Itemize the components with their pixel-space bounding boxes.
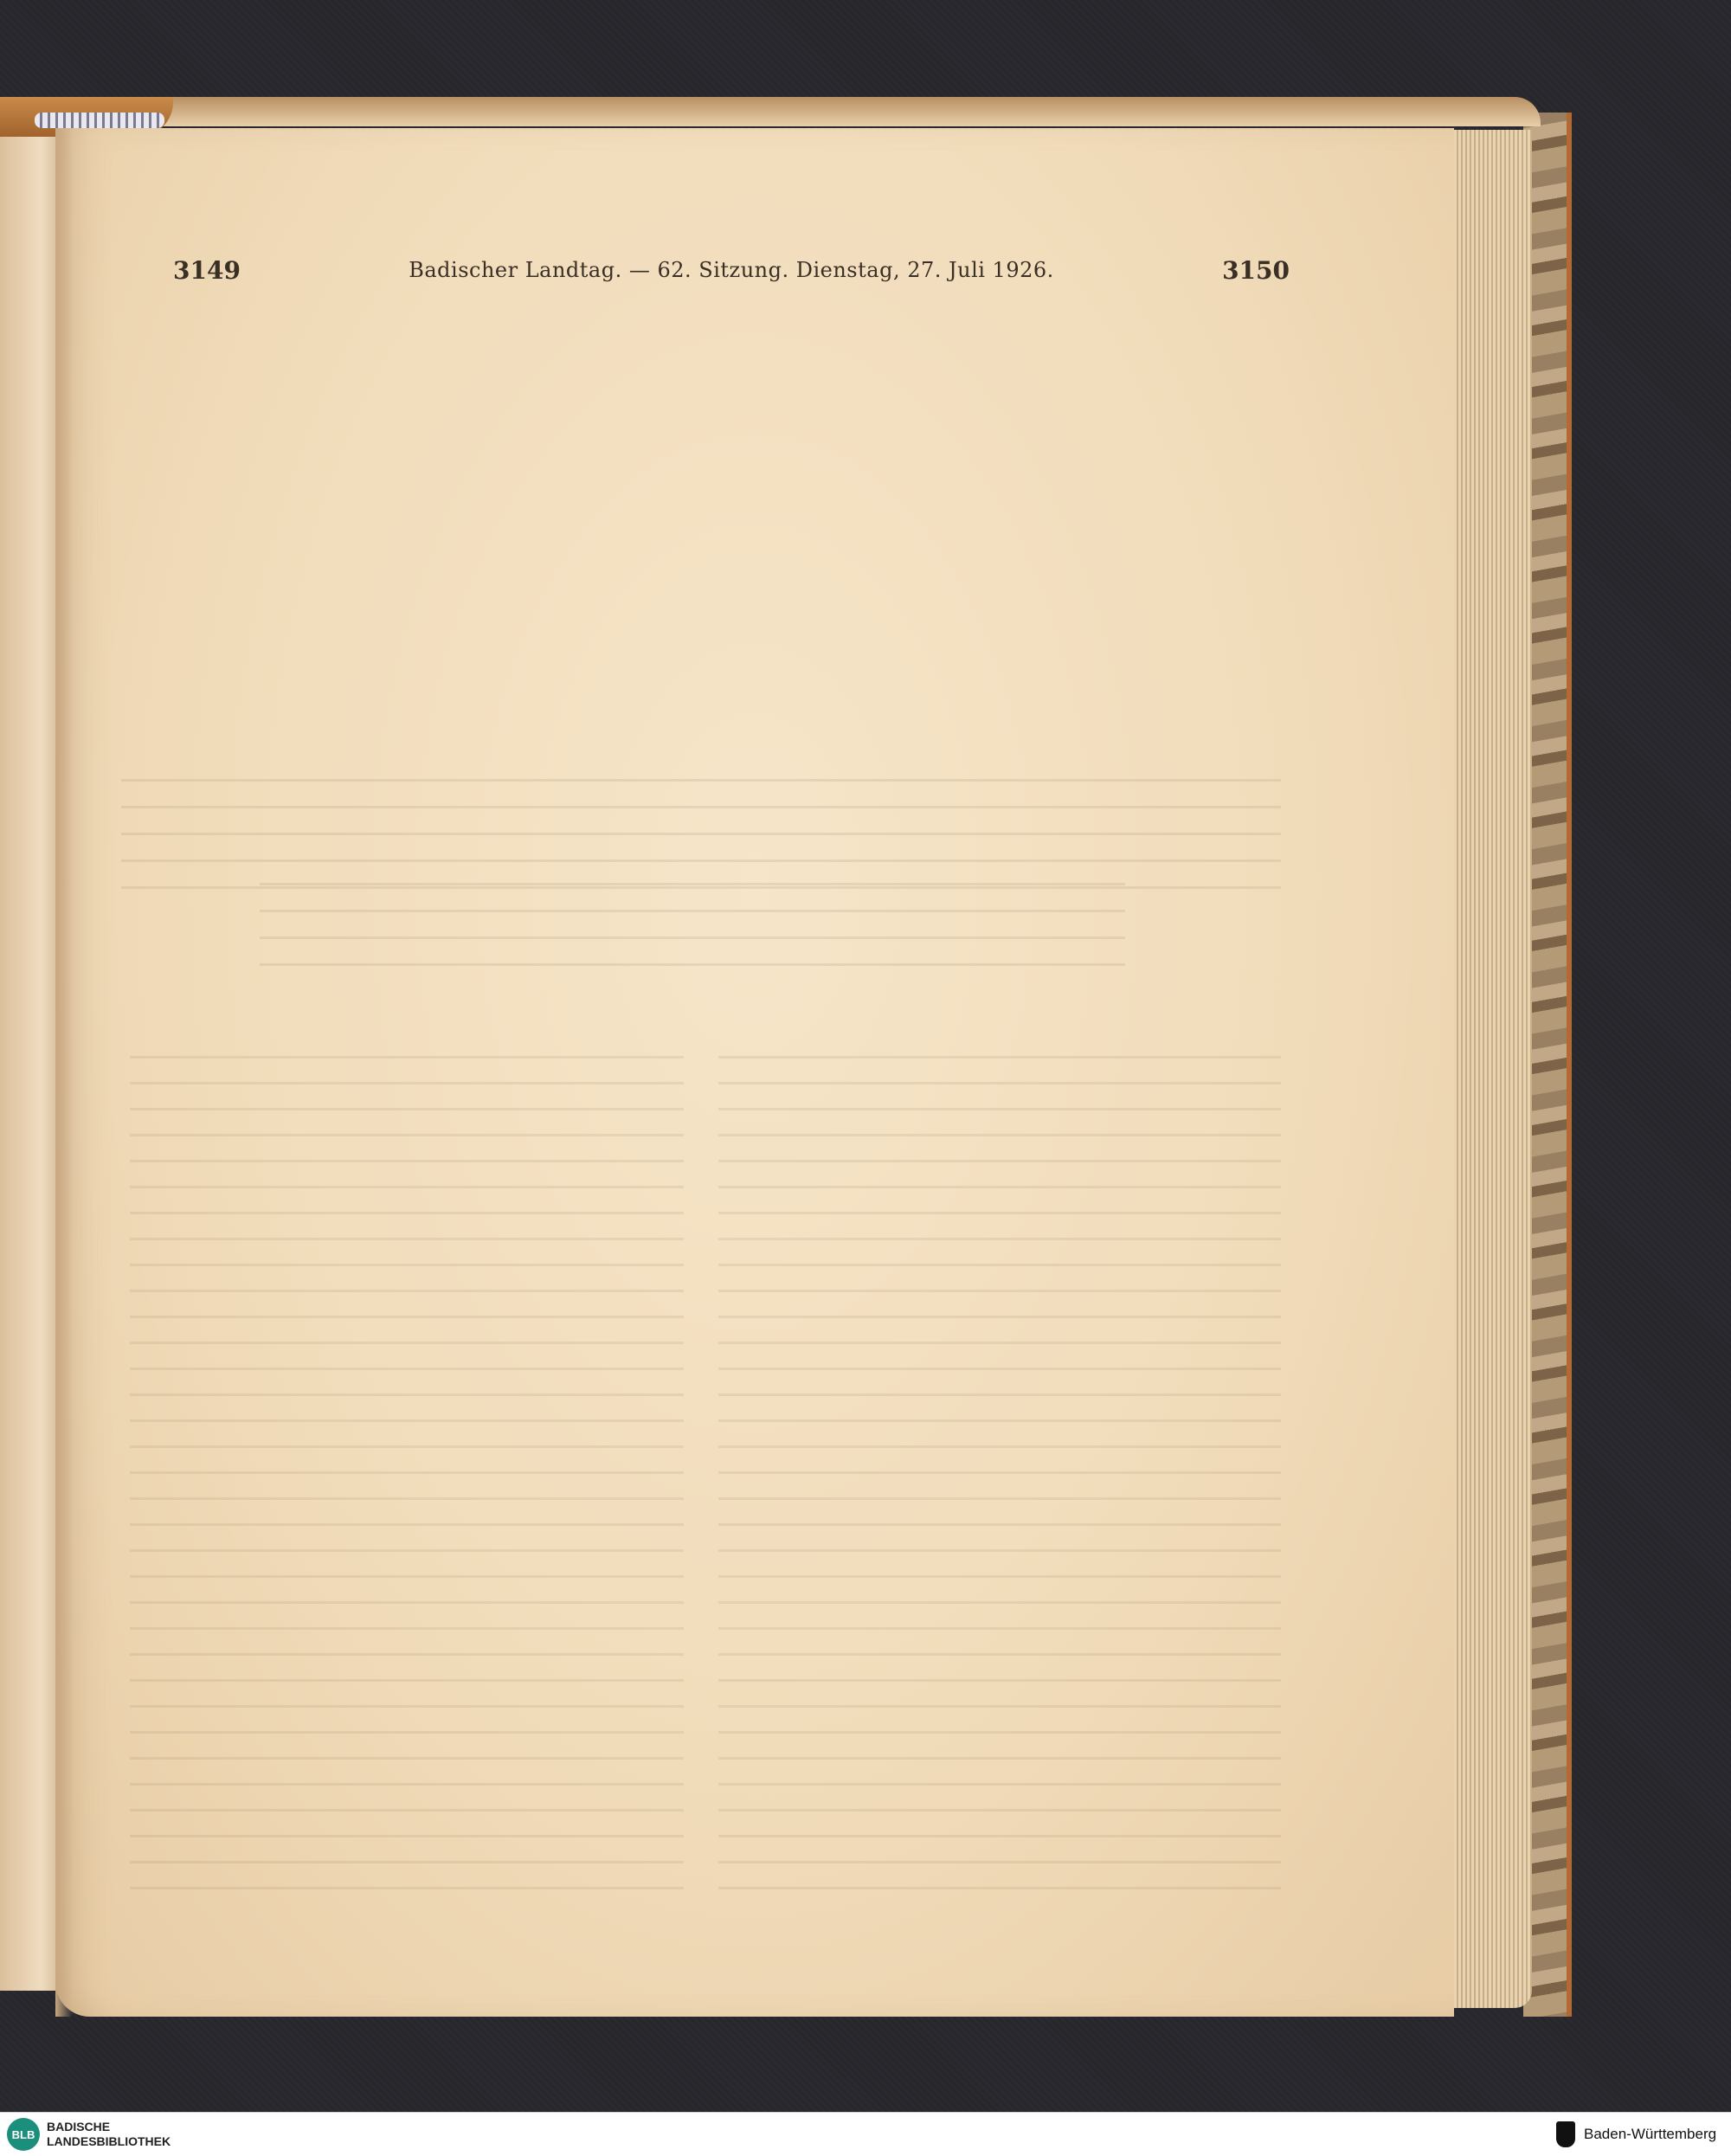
state-label: Baden-Württemberg (1584, 2126, 1717, 2142)
library-name (47, 2120, 171, 2149)
bleed-through-column-left (130, 1056, 684, 1904)
coat-of-arms-icon (1556, 2121, 1575, 2147)
running-title: Badischer Landtag. — 62. Sitzung. Dienstag, 27. Juli 1926. (409, 258, 1054, 282)
library-name-line2: LANDESBIBLIOTHEK (47, 2134, 171, 2148)
book-top-edge (52, 97, 1541, 126)
blb-logo-icon: BLB (7, 2118, 40, 2151)
bleed-through-block (260, 883, 1125, 969)
bleed-through-heading (381, 498, 1073, 572)
footer-bar (0, 2112, 1731, 2156)
headband (35, 113, 164, 128)
page-header (173, 256, 1290, 291)
page-gutter (55, 128, 73, 2017)
page-number-left: 3149 (173, 256, 241, 285)
library-name-line1: BADISCHE (47, 2120, 111, 2133)
page-number-right: 3150 (1222, 256, 1290, 285)
bleed-through-column-right (718, 1056, 1281, 1904)
